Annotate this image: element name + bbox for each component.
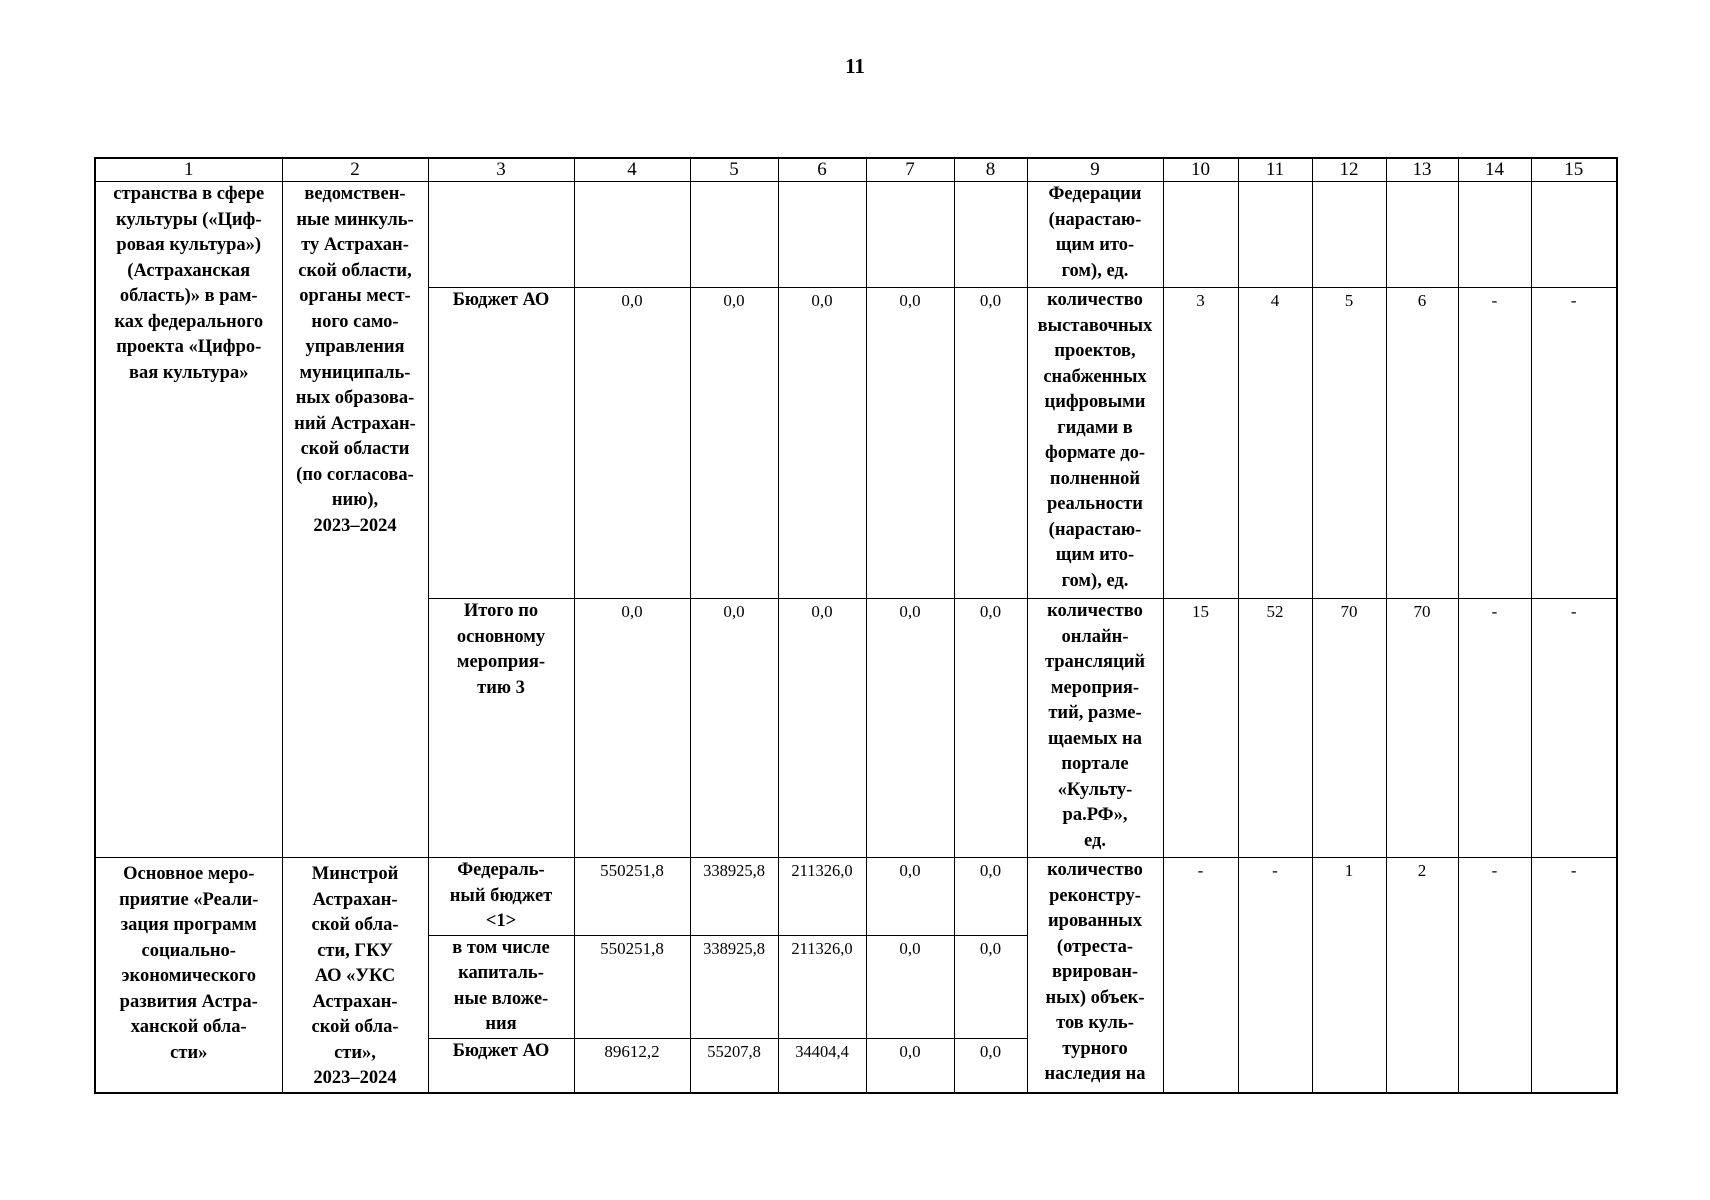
target-cell: 6 <box>1386 288 1458 599</box>
value-cell: 0,0 <box>866 288 954 599</box>
target-cell: - <box>1531 858 1617 1094</box>
target-cell: 2 <box>1386 858 1458 1094</box>
value-cell: 0,0 <box>574 288 690 599</box>
value-cell: 338925,8 <box>690 858 778 936</box>
value-cell: 211326,0 <box>778 858 866 936</box>
column-header: 1 <box>95 158 282 182</box>
responsible-cell: ведомствен- ные минкуль- ту Астрахан- ской области, органы мест- ного само- управления муниципаль- ных образова- ний Астрахан- ской области (по согласова- нию), 2023–2024 <box>282 182 428 858</box>
column-header: 6 <box>778 158 866 182</box>
value-cell: 338925,8 <box>690 935 778 1038</box>
target-cell: 70 <box>1386 599 1458 858</box>
value-cell: 0,0 <box>690 599 778 858</box>
value-cell: 0,0 <box>866 599 954 858</box>
empty-cell <box>1386 182 1458 288</box>
value-cell: 550251,8 <box>574 935 690 1038</box>
column-header: 3 <box>428 158 574 182</box>
target-cell: - <box>1531 288 1617 599</box>
column-header: 12 <box>1312 158 1386 182</box>
value-cell: 550251,8 <box>574 858 690 936</box>
target-cell: - <box>1163 858 1238 1094</box>
value-cell: 0,0 <box>954 288 1027 599</box>
measure-name-cell: странства в сфере культуры («Циф- ровая культура») (Астраханская область)» в рам- ках федерального проекта «Цифро- вая культура» <box>95 182 282 858</box>
column-header: 7 <box>866 158 954 182</box>
value-cell: 211326,0 <box>778 935 866 1038</box>
empty-cell <box>954 182 1027 288</box>
target-cell: - <box>1458 599 1531 858</box>
measure-name-cell: Основное меро- приятие «Реали- зация программ социально- экономического развития Астра- ханской обла- сти» <box>95 858 282 1094</box>
value-cell: 0,0 <box>866 935 954 1038</box>
empty-cell <box>866 182 954 288</box>
column-header: 14 <box>1458 158 1531 182</box>
column-header: 15 <box>1531 158 1617 182</box>
table-row <box>95 858 1617 936</box>
indicator-cell: количество реконстру- ированных (отреста- врирован- ных) объек- тов куль- турного наследия на <box>1027 858 1163 1094</box>
column-header: 4 <box>574 158 690 182</box>
value-cell: 0,0 <box>778 599 866 858</box>
target-cell: 3 <box>1163 288 1238 599</box>
empty-cell <box>428 182 574 288</box>
target-cell: - <box>1238 858 1312 1094</box>
funding-source-cell: Федераль- ный бюджет <1> <box>428 858 574 936</box>
responsible-cell: Минстрой Астрахан- ской обла- сти, ГКУ АО «УКС Астрахан- ской обла- сти», 2023–2024 <box>282 858 428 1094</box>
target-cell: 5 <box>1312 288 1386 599</box>
target-cell: 1 <box>1312 858 1386 1094</box>
column-header: 13 <box>1386 158 1458 182</box>
value-cell: 0,0 <box>954 1038 1027 1093</box>
target-cell: - <box>1458 858 1531 1094</box>
column-header: 5 <box>690 158 778 182</box>
target-cell: 15 <box>1163 599 1238 858</box>
target-cell: - <box>1458 288 1531 599</box>
page-number: 11 <box>845 54 865 78</box>
value-cell: 0,0 <box>866 1038 954 1093</box>
value-cell: 0,0 <box>954 858 1027 936</box>
column-header: 2 <box>282 158 428 182</box>
value-cell: 0,0 <box>574 599 690 858</box>
column-number-row <box>95 158 1617 182</box>
value-cell: 0,0 <box>690 288 778 599</box>
program-table <box>94 157 1618 1094</box>
indicator-cell: количество выставочных проектов, снабженных цифровыми гидами в формате до- полненной реальности (нарастаю- щим ито- гом), ед. <box>1027 288 1163 599</box>
value-cell: 0,0 <box>954 935 1027 1038</box>
value-cell: 0,0 <box>954 599 1027 858</box>
indicator-cell: Федерации (нарастаю- щим ито- гом), ед. <box>1027 182 1163 288</box>
empty-cell <box>690 182 778 288</box>
target-cell: 70 <box>1312 599 1386 858</box>
column-header: 10 <box>1163 158 1238 182</box>
indicator-cell: количество онлайн- трансляций мероприя- тий, разме- щаемых на портале «Культу- ра.РФ», ед. <box>1027 599 1163 858</box>
empty-cell <box>1163 182 1238 288</box>
funding-source-cell: в том числе капиталь- ные вложе- ния <box>428 935 574 1038</box>
empty-cell <box>1238 182 1312 288</box>
empty-cell <box>574 182 690 288</box>
table-row <box>95 182 1617 288</box>
target-cell: 52 <box>1238 599 1312 858</box>
target-cell: 4 <box>1238 288 1312 599</box>
empty-cell <box>1312 182 1386 288</box>
funding-source-cell: Бюджет АО <box>428 1038 574 1093</box>
funding-source-cell: Итого по основному мероприя- тию 3 <box>428 599 574 858</box>
value-cell: 55207,8 <box>690 1038 778 1093</box>
column-header: 8 <box>954 158 1027 182</box>
empty-cell <box>1458 182 1531 288</box>
value-cell: 0,0 <box>866 858 954 936</box>
column-header: 9 <box>1027 158 1163 182</box>
funding-source-cell: Бюджет АО <box>428 288 574 599</box>
value-cell: 34404,4 <box>778 1038 866 1093</box>
empty-cell <box>778 182 866 288</box>
column-header: 11 <box>1238 158 1312 182</box>
value-cell: 0,0 <box>778 288 866 599</box>
target-cell: - <box>1531 599 1617 858</box>
value-cell: 89612,2 <box>574 1038 690 1093</box>
empty-cell <box>1531 182 1617 288</box>
